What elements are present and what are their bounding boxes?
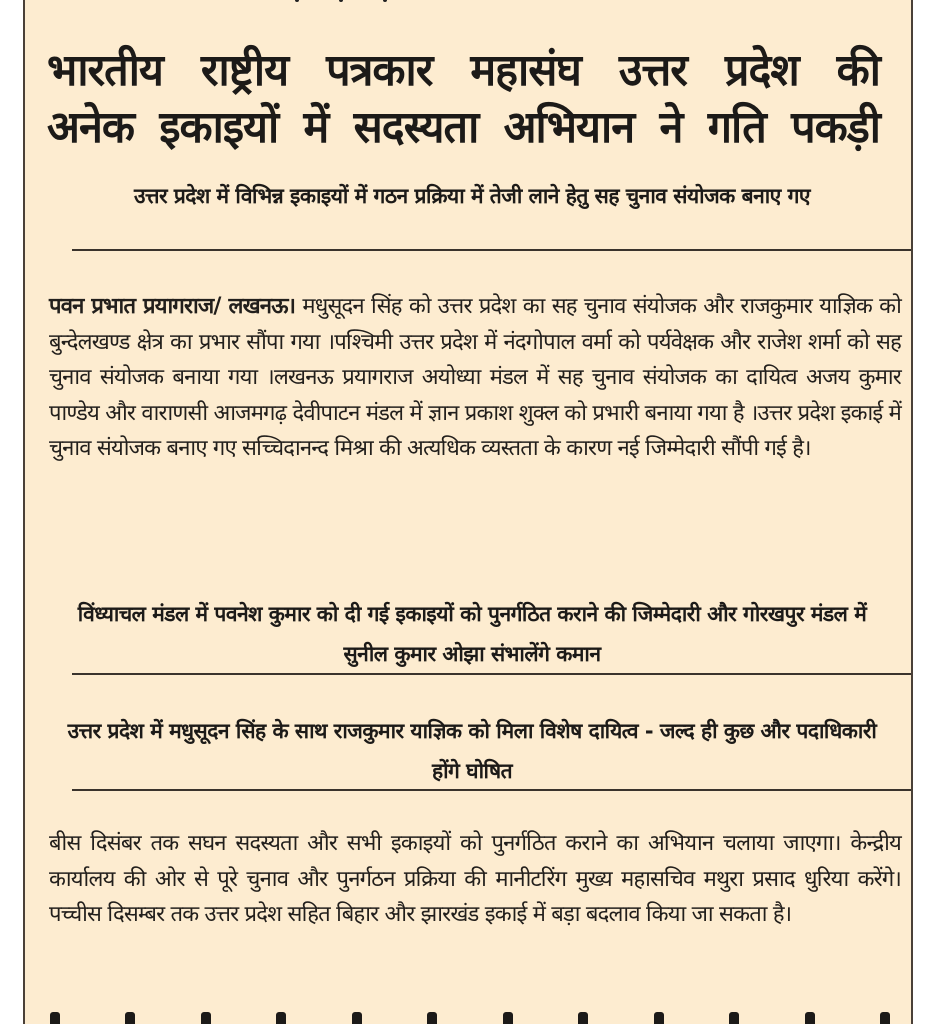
headline-line-2: अनेक इकाइयों में सदस्यता अभियान ने गति पकड़ी [47, 102, 880, 153]
divider-rule [72, 249, 913, 251]
subheading-1: उत्तर प्रदेश में विभिन्न इकाइयों में गठन प्रक्रिया में तेजी लाने हेतु सह चुनाव संयोजक बनाए गए [133, 184, 811, 208]
headline-line-1: भारतीय राष्ट्रीय पत्रकार महासंघ उत्तर प्रदेश की [47, 45, 880, 96]
cropped-text-remnant-top [295, 0, 445, 2]
divider-rule [72, 789, 913, 791]
newspaper-clipping [23, 0, 913, 1024]
body-paragraph-1 [49, 289, 901, 467]
cropped-text-remnant-bottom [50, 1006, 890, 1024]
body-paragraph-2: बीस दिसंबर तक सघन सदस्यता और सभी इकाइयों को पुनर्गठित कराने का अभियान चलाया जाएगा। केन्द्रीय कार्यालय की ओर से पूरे चुनाव और पुनर्गठन प्रक्रिया की मानीटरिंग मुख्य महासचिव मथुरा प्रसाद धुरिया करेंगे। पच्चीस दिसम्बर तक उत्तर प्रदेश सहित बिहार और झारखंड इकाई में बड़ा बदलाव किया जा सकता है। [49, 831, 901, 927]
divider-rule [72, 673, 913, 675]
subheading-2: विंध्याचल मंडल में पवनेश कुमार को दी गई इकाइयों को पुनर्गठित कराने की जिम्मेदारी और गोरखपुर मंडल में सुनील कुमार ओझा संभालेंगे कमान [77, 602, 867, 666]
subheading-3: उत्तर प्रदेश में मधुसूदन सिंह के साथ राजकुमार याज्ञिक को मिला विशेष दायित्व - जल्द ही कुछ और पदाधिकारी होंगे घोषित [67, 719, 877, 783]
headline [47, 42, 880, 156]
dateline: पवन प्रभात प्रयागराज/ लखनऊ। [49, 294, 296, 319]
body-paragraph-1-text: मधुसूदन सिंह को उत्तर प्रदेश का सह चुनाव संयोजक और राजकुमार याज्ञिक को बुन्देलखण्ड क्षेत्र का प्रभार सौंपा गया ।पश्चिमी उत्तर प्रदेश में नंदगोपाल वर्मा को पर्यवेक्षक और राजेश शर्मा को सह चुनाव संयोजक बनाया गया ।लखनऊ प्रयागराज अयोध्या मंडल में सह चुनाव संयोजक का दायित्व अजय कुमार पाण्डेय और वाराणसी आजमगढ़ देवीपाटन मंडल में ज्ञान प्रकाश शुक्ल को प्रभारी बनाया गया है ।उत्तर प्रदेश इकाई में चुनाव संयोजक बनाए गए सच्चिदानन्द मिश्रा की अत्यधिक व्यस्तता के कारण नई जिम्मेदारी सौंपी गई है। [49, 294, 901, 461]
